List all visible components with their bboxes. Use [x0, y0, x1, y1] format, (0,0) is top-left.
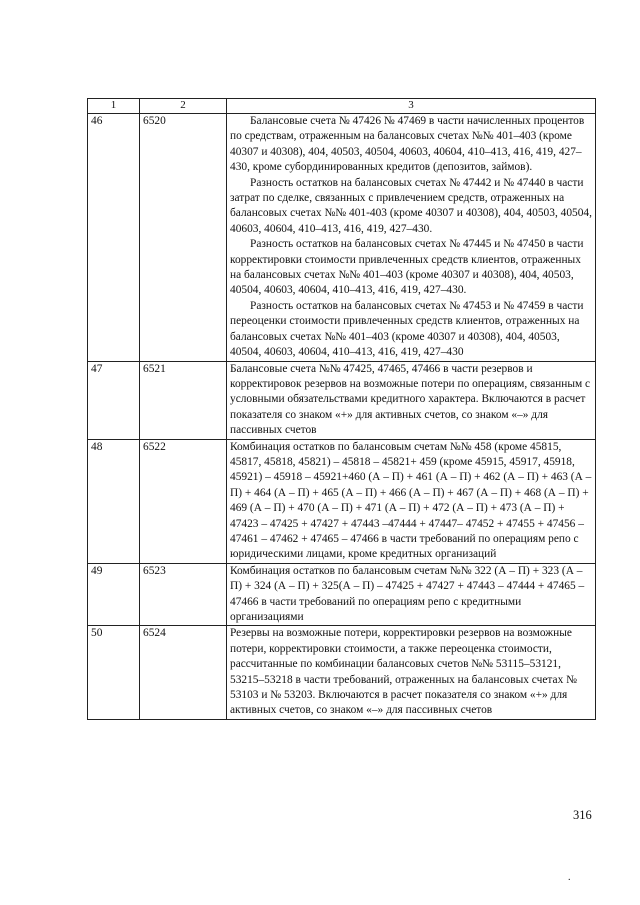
table-row: [88, 114, 596, 362]
row-description: [227, 439, 596, 563]
table-header-row: [88, 99, 596, 114]
accounts-table: [87, 98, 596, 720]
table-row: [88, 439, 596, 563]
row-code: 6520: [140, 114, 227, 362]
description-paragraph: Разность остатков на балансовых счетах № 47442 и № 47440 в части затрат по сделке, связанных с привлечением средств, отраженных на балансовых счетах №№ 401-403 (кроме 40307 и 40308), 404, 40503, 40504, 40603, 40604, 410–413, 416, 419, 427–430.: [230, 176, 592, 235]
row-description: [227, 361, 596, 439]
row-description: [227, 114, 596, 362]
row-code: 6522: [140, 439, 227, 563]
column-header: 1: [88, 99, 140, 114]
footer-mark: .: [568, 872, 571, 883]
row-number: 50: [88, 626, 140, 719]
row-number: 46: [88, 114, 140, 362]
row-number: 47: [88, 361, 140, 439]
row-number: 48: [88, 439, 140, 563]
row-description: [227, 563, 596, 626]
row-code: 6524: [140, 626, 227, 719]
table-row: [88, 563, 596, 626]
page-number: 316: [573, 808, 592, 822]
description-paragraph: Балансовые счета № 47426 № 47469 в части начисленных процентов по средствам, отраженным на балансовых счетах №№ 401–403 (кроме 40307 и 40308), 404, 40503, 40504, 40603, 40604, 410–413, 416, 419, 427–430, кроме субординированных кредитов (депозитов, займов).: [230, 115, 585, 174]
description-paragraph: Комбинация остатков по балансовым счетам №№ 322 (А – П) + 323 (А – П) + 324 (А – П) + 325(А – П) – 47425 + 47427 + 47443 – 47444 + 47465 – 47466 в части требований по операциям репо с кредитными организациями: [230, 564, 585, 623]
row-description: [227, 626, 596, 719]
table-row: [88, 361, 596, 439]
row-code: 6523: [140, 563, 227, 626]
description-paragraph: Комбинация остатков по балансовым счетам №№ 458 (кроме 45815, 45817, 45818, 45821) – 45818 – 45821+ 459 (кроме 45915, 45917, 45918, 45921) – 45918 – 45921+460 (А – П) + 461 (А – П) + 462 (А – П) + 463 (А – П) + 464 (А – П) + 465 (А – П) + 466 (А – П) + 467 (А – П) + 468 (А – П) + 469 (А – П) + 470 (А – П) + 471 (А – П) + 472 (А – П) + 473 (А – П) + 47423 – 47425 + 47427 + 47443 –47444 + 47447– 47452 + 47455 + 47456 – 47461 – 47462 + 47465 – 47466 в части требований по операциям репо с юридическими лицами, кроме кредитных организаций: [230, 440, 592, 561]
description-paragraph: Разность остатков на балансовых счетах № 47445 и № 47450 в части корректировки стоимости привлеченных средств клиентов, отраженных на балансовых счетах №№ 401–403 (кроме 40307 и 40308), 404, 40503, 40504, 40603, 40604, 410–413, 416, 419, 427–430.: [230, 238, 584, 297]
column-header: 2: [140, 99, 227, 114]
description-paragraph: Разность остатков на балансовых счетах № 47453 и № 47459 в части переоценки стоимости привлеченных средств клиентов, отраженных на балансовых счетах №№ 401–403 (кроме 40307 и 40308), 404, 40503, 40504, 40603, 40604, 410–413, 416, 419, 427–430: [230, 299, 584, 359]
row-code: 6521: [140, 361, 227, 439]
table-row: [88, 626, 596, 719]
row-number: 49: [88, 563, 140, 626]
column-header: 3: [227, 99, 596, 114]
description-paragraph: Резервы на возможные потери, корректировки резервов на возможные потери, корректировки стоимости, а также переоценка стоимости, рассчитанные по комбинации балансовых счетов №№ 53115–53121, 53215–53218 в части требований, отраженных на балансовых счетах № 53103 и № 53203. Включаются в расчет показателя со знаком «+» для активных счетов, со знаком «–» для пассивных счетов: [230, 627, 577, 717]
description-paragraph: Балансовые счета №№ 47425, 47465, 47466 в части резервов и корректировок резервов на возможные потери по операциям, связанным с условными обязательствами кредитного характера. Включаются в расчет показателя со знаком «+» для активных счетов, со знаком «–» для пассивных счетов: [230, 362, 591, 437]
